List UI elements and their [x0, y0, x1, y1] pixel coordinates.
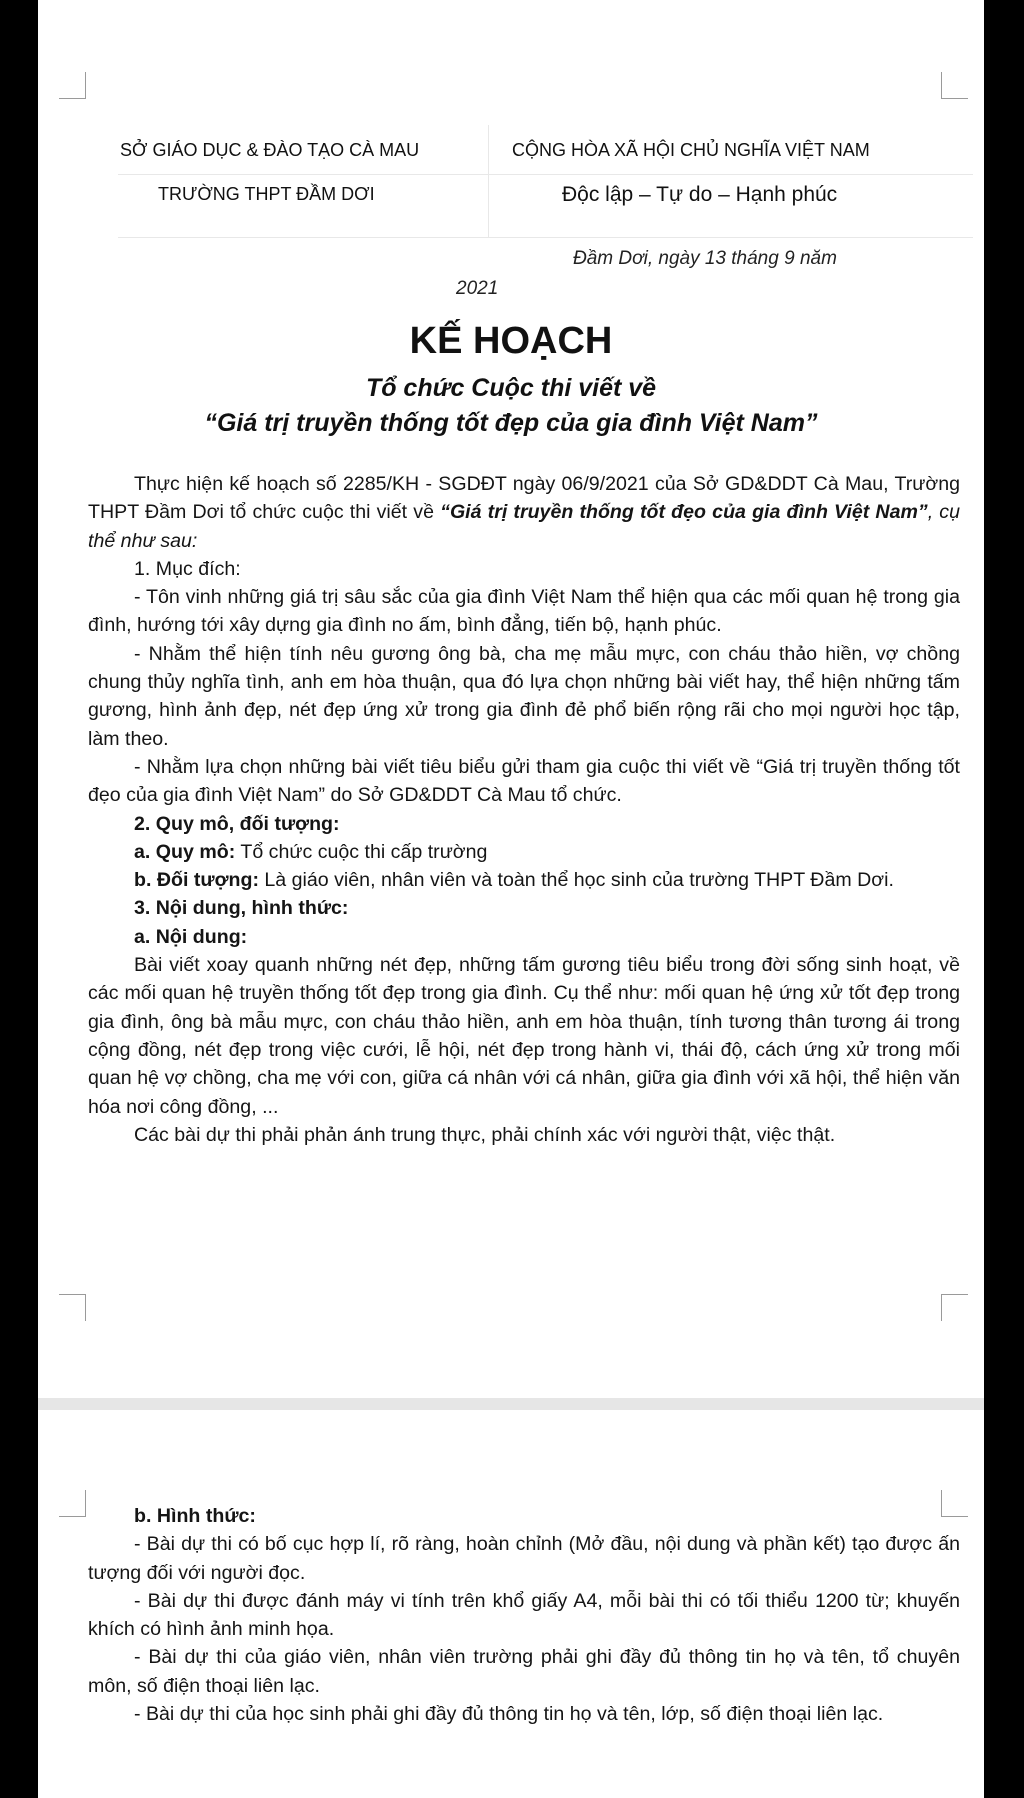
header-country: CỘNG HÒA XÃ HỘI CHỦ NGHĨA VIỆT NAM — [512, 140, 870, 160]
section-heading: 1. Mục đích: — [134, 557, 241, 580]
subsection-participants: b. Đối tượng: Là giáo viên, nhân viên và toàn thể học sinh của trường THPT Đầm Dơi. — [134, 869, 894, 892]
page-separator — [38, 1398, 984, 1410]
page-corner-mark — [59, 1490, 86, 1517]
document-subtitle-topic: “Giá trị truyền thống tốt đẹp của gia đình Việt Nam” — [204, 409, 818, 437]
page-corner-mark — [941, 1294, 968, 1321]
page-corner-mark — [941, 72, 968, 99]
header-table-rule — [488, 125, 489, 237]
date-line: Đầm Dơi, ngày 13 tháng 9 năm — [573, 248, 837, 269]
list-item: - Tôn vinh những giá trị sâu sắc của gia đình Việt Nam thể hiện qua các mối quan hệ trong gia đình, hướng tới xây dựng gia đình no ấm, bình đẳng, tiến bộ, hạnh phúc. — [88, 586, 960, 637]
list-item: - Nhằm thể hiện tính nêu gương ông bà, cha mẹ mẫu mực, con cháu thảo hiền, vợ chồng chung thủy nghĩa tình, anh em hòa thuận, qua đó lựa chọn những bài viết hay, thể hiện những tấm gương, hình ảnh đẹp, nét đẹp ứng xử trong gia đình đẻ phổ biến rộng rãi cho mọi người học tập, làm theo. — [88, 642, 960, 750]
contest-name-emphasis: “Giá trị truyền thống tốt đẹo của gia đình Việt Nam” — [440, 501, 928, 524]
document-page-2 — [38, 1410, 984, 1798]
content-paragraph: Các bài dự thi phải phản ánh trung thực, phải chính xác với người thật, việc thật. — [134, 1123, 836, 1146]
header-school: TRƯỜNG THPT ĐẦM DƠI — [158, 184, 375, 204]
list-item: - Nhằm lựa chọn những bài viết tiêu biểu gửi tham gia cuộc thi viết về “Giá trị truyền thống tốt đẹo của gia đình Việt Nam” do Sở GD&DDT Cà Mau tổ chức. — [88, 755, 960, 807]
subsection-heading: a. Nội dung: — [134, 925, 248, 948]
document-body — [88, 470, 960, 1149]
list-item: - Bài dự thi của học sinh phải ghi đầy đủ thông tin họ và tên, lớp, số điện thoại liên lạc. — [134, 1703, 884, 1726]
document-body-continued — [88, 1502, 960, 1728]
list-item: - Bài dự thi của giáo viên, nhân viên trường phải ghi đầy đủ thông tin họ và tên, tổ chuyên môn, số điện thoại liên lạc. — [88, 1646, 960, 1697]
document-title: KẾ HOẠCH — [409, 320, 613, 362]
header-table-rule — [118, 174, 973, 175]
subsection-scope: a. Quy mô: Tổ chức cuộc thi cấp trường — [134, 840, 488, 863]
page-corner-mark — [59, 1294, 86, 1321]
intro-paragraph: Thực hiện kế hoạch số 2285/KH - SGDĐT ngày 06/9/2021 của Sở GD&DDT Cà Mau, Trường THPT Đầm Dơi tổ chức cuộc thi viết về “Giá trị truyền thống tốt đẹo của gia đình Việt Nam”, cụ thể như sau: — [88, 473, 960, 552]
content-paragraph: Bài viết xoay quanh những nét đẹp, những tấm gương tiêu biểu trong đời sống sinh hoạt, về các mối quan hệ truyền thống tốt đẹp trong gia đình. Cụ thể như: mối quan hệ ứng xử tốt đẹp trong gia đình, ông bà mẫu mực, con cháu thảo hiền, anh em hòa thuận, tính tương thân tương ái trong cộng đồng, nét đẹp trong việc cưới, lễ hội, nét đẹp trong hành vi, thái độ, cách ứng xử trong mối quan hệ vợ chồng, cha mẹ với con, giữa cá nhân với cá nhân, giữa gia đình với xã hội, thể hiện văn hóa nơi công đồng, ... — [88, 954, 960, 1118]
list-item: - Bài dự thi được đánh máy vi tính trên khổ giấy A4, mỗi bài thi có tối thiểu 1200 từ; khuyến khích có hình ảnh minh họa. — [88, 1589, 960, 1641]
header-motto: Độc lập – Tự do – Hạnh phúc — [562, 183, 838, 206]
header-table-rule — [118, 237, 973, 238]
list-item: - Bài dự thi có bố cục hợp lí, rõ ràng, hoàn chỉnh (Mở đầu, nội dung và phần kết) tạo được ấn tượng đối với người đọc. — [88, 1533, 960, 1584]
header-department: SỞ GIÁO DỤC & ĐÀO TẠO CÀ MAU — [120, 140, 420, 160]
subsection-heading: b. Hình thức: — [134, 1505, 256, 1527]
date-year: 2021 — [456, 278, 499, 299]
document-subtitle: Tổ chức Cuộc thi viết về — [365, 374, 657, 402]
section-heading: 2. Quy mô, đối tượng: — [134, 812, 340, 835]
section-heading: 3. Nội dung, hình thức: — [134, 897, 349, 920]
document-page-1 — [38, 0, 984, 1398]
page-corner-mark — [59, 72, 86, 99]
